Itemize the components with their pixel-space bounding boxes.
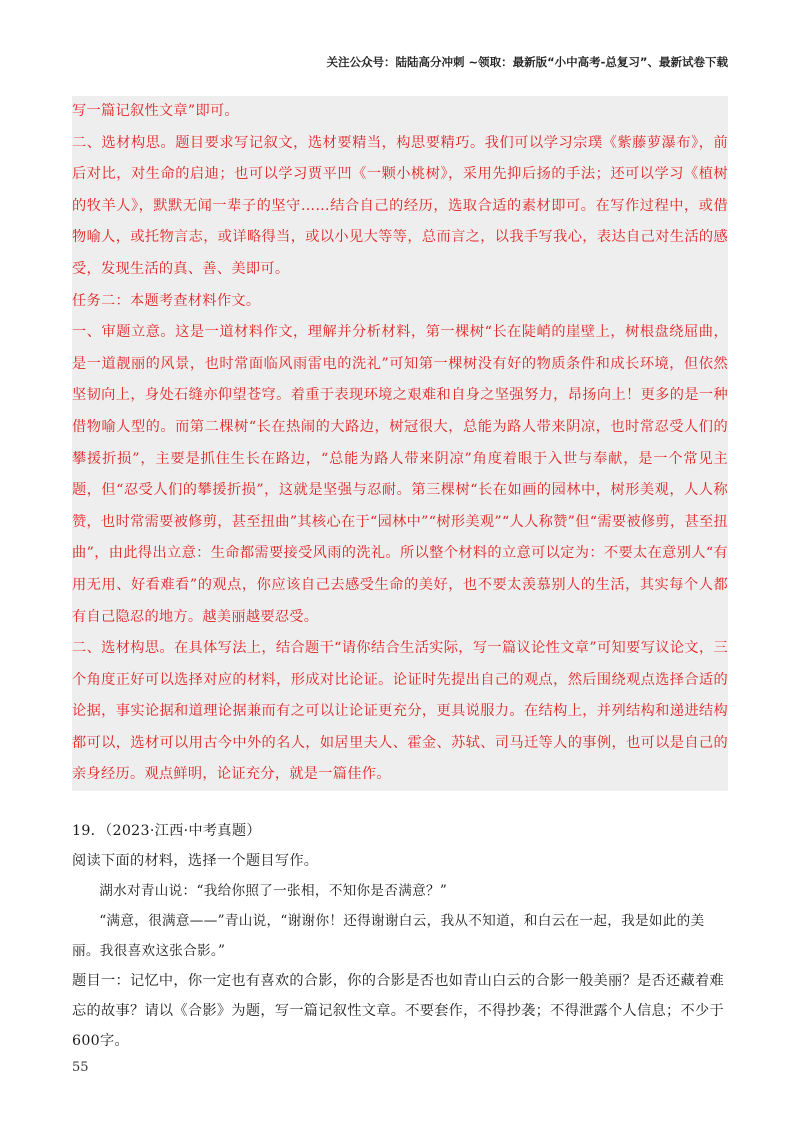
answer-paragraph: 任务二：本题考查材料作文。 xyxy=(72,292,261,309)
answer-paragraph: 一、审题立意。这是一道材料作文，理解并分析材料，第一棵树“长在陡峭的崖壁上，树根盘绕屈曲，是一道靓丽的风景，也时常面临风雨雷电的洗礼”可知第一棵树没有好的物质条件和成长环境，但依然坚韧向上，身处石缝亦仰望苍穹。着重于表现环境之艰难和自身之坚强努力，昂扬向上！更多的是一种借物喻人型的。而第二棵树“长在热闹的大路边，树冠很大，总能为路人带来阴凉，也时常忍受人们的攀援折损”，主要是抓住生长在路边，“总能为路人带来阴凉”角度着眼于入世与奉献，是一个常见主题，但“忍受人们的攀援折损”，这就是坚强与忍耐。第三棵树“长在如画的园林中，树形美观，人人称赞，也时常需要被修剪，甚至扭曲”其核心在于“园林中”“树形美观”“人人称赞”但“需要被修剪，甚至扭曲”，由此得出立意：生命都需要接受风雨的洗礼。所以整个材料的立意可以定为：不要太在意别人“有用无用、好看难看”的观点，你应该自己去感受生命的美好，也不要太羡慕别人的生活，其实每个人都有自己隐忍的地方。越美丽越要忍受。 xyxy=(72,324,728,625)
answer-paragraph: 二、选材构思。题目要求写记叙文，选材要精当，构思要精巧。我们可以学习宗璞《紫藤萝瀑布》，前后对比，对生命的启迪；也可以学习贾平凹《一颗小桃树》，采用先抑后扬的手法；还可以学习《植树的牧羊人》，默默无闻一辈子的坚守……结合自己的经历，选取合适的素材即可。在写作过程中，或借物喻人，或托物言志，或详略得当，或以小见大等等，总而言之，以我手写我心，表达自己对生活的感受，发现生活的真、善、美即可。 xyxy=(72,134,728,277)
question-material: “满意，很满意——”青山说，“谢谢你！还得谢谢白云，我从不知道，和白云在一起，我是如此的美丽。我很喜欢这张合影。” xyxy=(72,913,705,959)
answer-paragraph: 二、选材构思。在具体写法上，结合题干“请你结合生活实际，写一篇议论性文章”可知要写议论文，三个角度正好可以选择对应的材料，形成对比论证。论证时先提出自己的观点，然后围绕观点选择合适的论据，事实论据和道理论据兼而有之可以让论证更充分，更具说服力。在结构上，并列结构和递进结构都可以，选材可以用古今中外的名人，如居里夫人、霍金、苏轼、司马迁等人的事例，也可以是自己的亲身经历。观点鲜明，论证充分，就是一篇佳作。 xyxy=(72,640,728,783)
question-number: 19．（2023·江西·中考真题） xyxy=(72,823,261,839)
page-header: 关注公众号：陆陆高分冲刺 ~领取：最新版“小中高考-总复习”、最新试卷下载 xyxy=(326,55,728,69)
answer-analysis-block xyxy=(72,96,728,791)
question-material: 湖水对青山说：“我给你照了一张相，不知你是否满意？” xyxy=(99,883,448,899)
page-number: 55 xyxy=(72,1060,89,1075)
answer-paragraph: 写一篇记叙性文章”即可。 xyxy=(72,103,239,119)
question-19 xyxy=(72,816,728,1056)
question-instruction: 阅读下面的材料，选择一个题目写作。 xyxy=(72,853,319,869)
question-topic: 题目一：记忆中，你一定也有喜欢的合影，你的合影是否也如青山白云的合影一般美丽？是否还藏着难忘的故事？请以《合影》为题，写一篇记叙性文章。不要套作，不得抄袭；不得泄露个人信息；不少于600字。 xyxy=(72,973,724,1049)
